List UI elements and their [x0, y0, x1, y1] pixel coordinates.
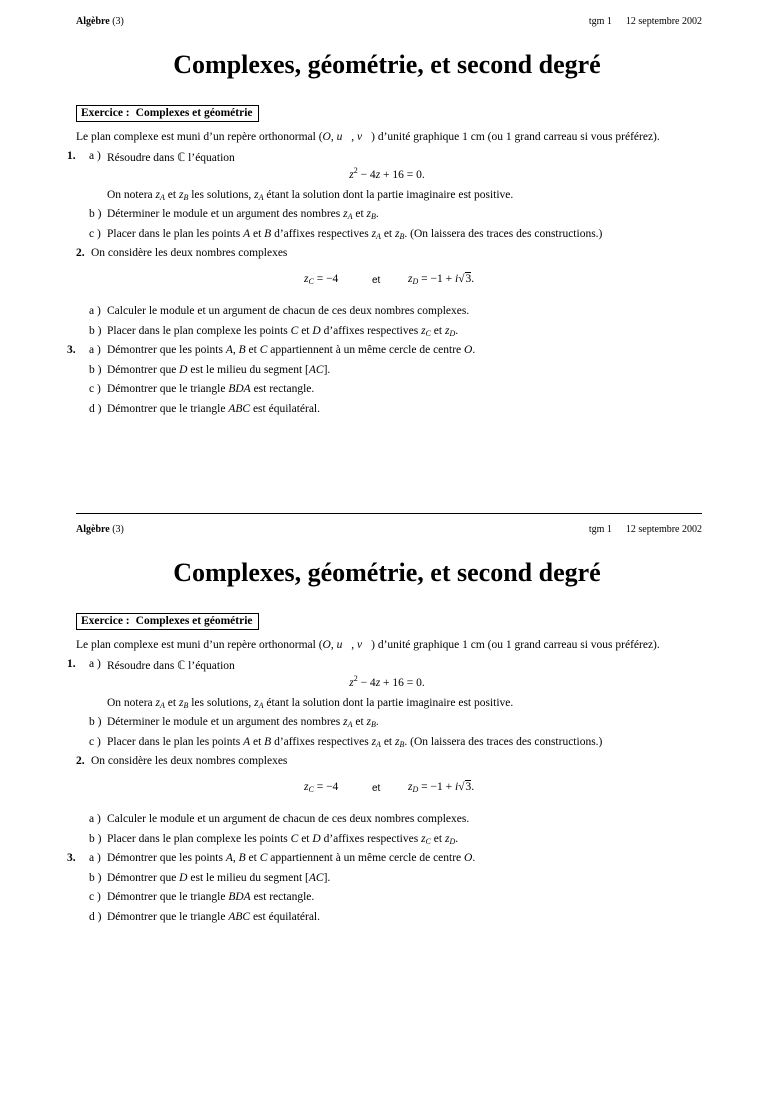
- question-2-number: 2.: [76, 755, 85, 767]
- question-1-number: 1.: [67, 658, 76, 670]
- date: 12 septembre 2002: [625, 524, 702, 535]
- q2-zc: $z_C = -4$: [304, 273, 339, 286]
- q3-d-label: d ): [89, 403, 102, 415]
- class-label: tgm 1: [588, 16, 612, 27]
- q1-b-label: b ): [89, 716, 102, 728]
- q2-a-label: a ): [89, 813, 101, 825]
- q3-c-label: c ): [89, 891, 101, 903]
- q2-b-text: Placer dans le plan complexe les points C et D d’affixes respectives $z_C$ et $z_D$.: [107, 833, 459, 846]
- q3-d-text: Démontrer que le triangle ABC est équilatéral.: [107, 911, 321, 923]
- q3-b-text: Démontrer que D est le milieu du segment [AC].: [107, 872, 331, 884]
- question-2-number: 2.: [76, 247, 85, 259]
- exercise-box: [76, 105, 259, 122]
- subject: Algèbre: [76, 16, 110, 27]
- exercise-label: Exercice :: [81, 107, 130, 119]
- q1-a-text: Résoudre dans ℂ l’équation: [107, 660, 235, 672]
- chapter: (3): [112, 16, 124, 27]
- q3-d-text: Démontrer que le triangle ABC est équilatéral.: [107, 403, 321, 415]
- q2-b-text: Placer dans le plan complexe les points C et D d’affixes respectives $z_C$ et $z_D$.: [107, 325, 459, 338]
- q3-c-label: c ): [89, 383, 101, 395]
- q3-a-text: Démontrer que les points A, B et C appartiennent à un même cercle de centre O.: [107, 344, 476, 356]
- q2-a-text: Calculer le module et un argument de chacun de ces deux nombres complexes.: [107, 305, 470, 317]
- q1-c-text: Placer dans le plan les points A et B d’affixes respectives $z_A$ et $z_B$. (On laissera des traces des constructions.): [107, 228, 603, 241]
- q1-a-label: a ): [89, 658, 101, 670]
- q3-b-label: b ): [89, 364, 102, 376]
- q1-c-text: Placer dans le plan les points A et B d’affixes respectives $z_A$ et $z_B$. (On laissera des traces des constructions.): [107, 736, 603, 749]
- exercise-label: Exercice :: [81, 615, 130, 627]
- q1-b-text: Déterminer le module et un argument des nombres $z_A$ et $z_B$.: [107, 208, 379, 221]
- exercise-box: [76, 613, 259, 630]
- q2-b-label: b ): [89, 325, 102, 337]
- q1-c-label: c ): [89, 736, 101, 748]
- intro-text: Le plan complexe est muni d’un repère orthonormal (O, u⃗, v⃗) d’unité graphique 1 cm (ou 1 grand carreau si vous préférez).: [76, 131, 660, 143]
- q3-b-label: b ): [89, 872, 102, 884]
- exercise-name: Complexes et géométrie: [135, 615, 253, 627]
- q2-zd: $z_D = -1 + i√3$.: [408, 781, 475, 794]
- q1-a-text: Résoudre dans ℂ l’équation: [107, 152, 235, 164]
- date: 12 septembre 2002: [625, 16, 702, 27]
- q2-text: On considère les deux nombres complexes: [91, 755, 288, 767]
- q1-equation: $z^2 - 4z + 16 = 0$.: [349, 674, 425, 689]
- q1-b-text: Déterminer le module et un argument des nombres $z_A$ et $z_B$.: [107, 716, 379, 729]
- q2-zc: $z_C = -4$: [304, 781, 339, 794]
- q3-b-text: Démontrer que D est le milieu du segment [AC].: [107, 364, 331, 376]
- q1-note: On notera $z_A$ et $z_B$ les solutions, $z_A$ étant la solution dont la partie imaginaire est positive.: [107, 189, 514, 202]
- q2-zd: $z_D = -1 + i√3$.: [408, 273, 475, 286]
- q2-text: On considère les deux nombres complexes: [91, 247, 288, 259]
- q3-a-label: a ): [89, 852, 101, 864]
- page-title: Complexes, géométrie, et second degré: [173, 50, 601, 79]
- page-header: [76, 524, 702, 538]
- q1-a-label: a ): [89, 150, 101, 162]
- exercise-name: Complexes et géométrie: [135, 107, 253, 119]
- q1-note: On notera $z_A$ et $z_B$ les solutions, $z_A$ étant la solution dont la partie imaginaire est positive.: [107, 697, 514, 710]
- q1-equation: $z^2 - 4z + 16 = 0$.: [349, 166, 425, 181]
- question-3-number: 3.: [67, 344, 76, 356]
- q2-a-label: a ): [89, 305, 101, 317]
- question-1-number: 1.: [67, 150, 76, 162]
- q3-a-text: Démontrer que les points A, B et C appartiennent à un même cercle de centre O.: [107, 852, 476, 864]
- cut-line-divider: [76, 513, 702, 514]
- q1-c-label: c ): [89, 228, 101, 240]
- class-label: tgm 1: [588, 524, 612, 535]
- intro-text: Le plan complexe est muni d’un repère orthonormal (O, u⃗, v⃗) d’unité graphique 1 cm (ou 1 grand carreau si vous préférez).: [76, 639, 660, 651]
- q3-c-text: Démontrer que le triangle BDA est rectangle.: [107, 891, 315, 903]
- page-title: Complexes, géométrie, et second degré: [173, 558, 601, 587]
- q3-a-label: a ): [89, 344, 101, 356]
- page-header: [76, 16, 702, 30]
- q3-c-text: Démontrer que le triangle BDA est rectangle.: [107, 383, 315, 395]
- chapter: (3): [112, 524, 124, 535]
- question-3-number: 3.: [67, 852, 76, 864]
- q3-d-label: d ): [89, 911, 102, 923]
- q2-et: et: [372, 275, 381, 286]
- q2-a-text: Calculer le module et un argument de chacun de ces deux nombres complexes.: [107, 813, 470, 825]
- q1-b-label: b ): [89, 208, 102, 220]
- subject: Algèbre: [76, 524, 110, 535]
- q2-b-label: b ): [89, 833, 102, 845]
- q2-et: et: [372, 783, 381, 794]
